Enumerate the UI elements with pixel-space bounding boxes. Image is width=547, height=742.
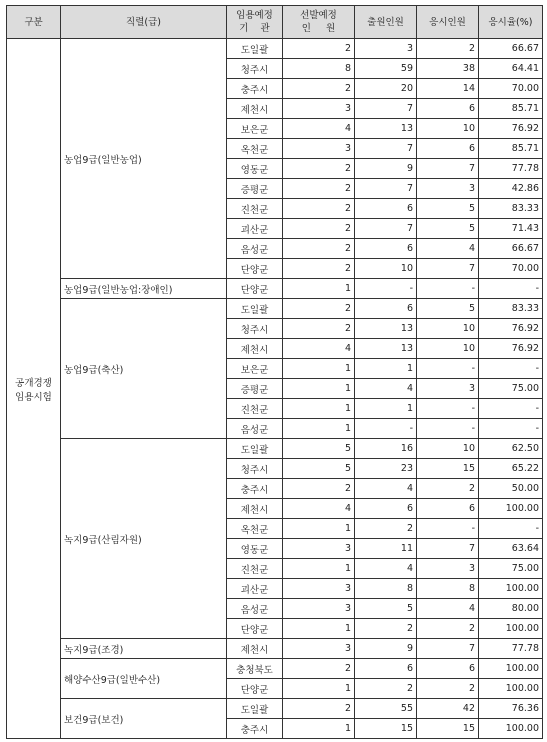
planned-cell: 5 bbox=[283, 439, 355, 459]
agency-cell: 제천시 bbox=[227, 339, 283, 359]
examinees-cell: 4 bbox=[417, 239, 479, 259]
planned-cell: 1 bbox=[283, 399, 355, 419]
planned-cell: 2 bbox=[283, 319, 355, 339]
rate-cell: 100.00 bbox=[479, 499, 543, 519]
applicants-cell: 4 bbox=[355, 559, 417, 579]
position-cell: 해양수산9급(일반수산) bbox=[61, 659, 227, 699]
examinees-cell: 6 bbox=[417, 499, 479, 519]
planned-cell: 2 bbox=[283, 179, 355, 199]
rate-cell: 76.92 bbox=[479, 319, 543, 339]
rate-cell: 77.78 bbox=[479, 159, 543, 179]
header-planned bbox=[283, 6, 355, 39]
table-row bbox=[7, 299, 543, 319]
applicants-cell: 20 bbox=[355, 79, 417, 99]
applicants-cell: 6 bbox=[355, 299, 417, 319]
examinees-cell: 7 bbox=[417, 639, 479, 659]
examinees-cell: 15 bbox=[417, 719, 479, 739]
header-planned-line2: 인 원 bbox=[301, 23, 336, 34]
agency-cell: 청주시 bbox=[227, 459, 283, 479]
header-category: 구분 bbox=[7, 6, 61, 39]
applicants-cell: 23 bbox=[355, 459, 417, 479]
examinees-cell: 3 bbox=[417, 179, 479, 199]
applicants-cell: 4 bbox=[355, 479, 417, 499]
applicants-cell: - bbox=[355, 419, 417, 439]
position-cell: 농업9급(축산) bbox=[61, 299, 227, 439]
agency-cell: 진천군 bbox=[227, 199, 283, 219]
table-row bbox=[7, 699, 543, 719]
examinees-cell: 7 bbox=[417, 259, 479, 279]
planned-cell: 1 bbox=[283, 359, 355, 379]
planned-cell: 5 bbox=[283, 459, 355, 479]
rate-cell: - bbox=[479, 419, 543, 439]
header-agency-line1: 임용예정 bbox=[236, 10, 273, 21]
planned-cell: 4 bbox=[283, 499, 355, 519]
agency-cell: 충주시 bbox=[227, 479, 283, 499]
examinees-cell: 10 bbox=[417, 319, 479, 339]
applicants-cell: 5 bbox=[355, 599, 417, 619]
rate-cell: 75.00 bbox=[479, 379, 543, 399]
rate-cell: 64.41 bbox=[479, 59, 543, 79]
agency-cell: 단양군 bbox=[227, 279, 283, 299]
header-position: 직렬(급) bbox=[61, 6, 227, 39]
agency-cell: 제천시 bbox=[227, 99, 283, 119]
applicants-cell: 16 bbox=[355, 439, 417, 459]
planned-cell: 3 bbox=[283, 639, 355, 659]
agency-cell: 영동군 bbox=[227, 159, 283, 179]
planned-cell: 3 bbox=[283, 579, 355, 599]
table-row bbox=[7, 279, 543, 299]
applicants-cell: 9 bbox=[355, 159, 417, 179]
examinees-cell: 3 bbox=[417, 379, 479, 399]
planned-cell: 1 bbox=[283, 679, 355, 699]
rate-cell: 83.33 bbox=[479, 199, 543, 219]
applicants-cell: 2 bbox=[355, 519, 417, 539]
applicants-cell: 8 bbox=[355, 579, 417, 599]
rate-cell: 65.22 bbox=[479, 459, 543, 479]
rate-cell: - bbox=[479, 359, 543, 379]
rate-cell: 66.67 bbox=[479, 239, 543, 259]
rate-cell: 62.50 bbox=[479, 439, 543, 459]
agency-cell: 영동군 bbox=[227, 539, 283, 559]
examinees-cell: 15 bbox=[417, 459, 479, 479]
header-examinees: 응시인원 bbox=[417, 6, 479, 39]
planned-cell: 2 bbox=[283, 699, 355, 719]
agency-cell: 괴산군 bbox=[227, 579, 283, 599]
rate-cell: 100.00 bbox=[479, 679, 543, 699]
planned-cell: 1 bbox=[283, 519, 355, 539]
applicants-cell: 59 bbox=[355, 59, 417, 79]
agency-cell: 진천군 bbox=[227, 559, 283, 579]
category-cell bbox=[7, 39, 61, 739]
planned-cell: 1 bbox=[283, 619, 355, 639]
header-agency-line2: 기 관 bbox=[239, 23, 270, 34]
examinees-cell: 14 bbox=[417, 79, 479, 99]
examinees-cell: 10 bbox=[417, 439, 479, 459]
rate-cell: 42.86 bbox=[479, 179, 543, 199]
applicants-cell: 13 bbox=[355, 119, 417, 139]
planned-cell: 2 bbox=[283, 159, 355, 179]
header-applicants: 출원인원 bbox=[355, 6, 417, 39]
planned-cell: 3 bbox=[283, 99, 355, 119]
planned-cell: 2 bbox=[283, 39, 355, 59]
agency-cell: 단양군 bbox=[227, 259, 283, 279]
rate-cell: 80.00 bbox=[479, 599, 543, 619]
applicants-cell: 6 bbox=[355, 199, 417, 219]
planned-cell: 2 bbox=[283, 219, 355, 239]
agency-cell: 증평군 bbox=[227, 379, 283, 399]
category-line2: 임용시험 bbox=[15, 391, 52, 403]
applicants-cell: 6 bbox=[355, 659, 417, 679]
examinees-cell: 2 bbox=[417, 679, 479, 699]
header-rate: 응시율(%) bbox=[479, 6, 543, 39]
agency-cell: 청주시 bbox=[227, 319, 283, 339]
examinees-cell: 6 bbox=[417, 659, 479, 679]
applicants-cell: 2 bbox=[355, 619, 417, 639]
table-row bbox=[7, 659, 543, 679]
rate-cell: - bbox=[479, 519, 543, 539]
planned-cell: 2 bbox=[283, 659, 355, 679]
examinees-cell: 2 bbox=[417, 39, 479, 59]
applicants-cell: 10 bbox=[355, 259, 417, 279]
rate-cell: 85.71 bbox=[479, 139, 543, 159]
rate-cell: 50.00 bbox=[479, 479, 543, 499]
rate-cell: 71.43 bbox=[479, 219, 543, 239]
planned-cell: 2 bbox=[283, 299, 355, 319]
agency-cell: 옥천군 bbox=[227, 519, 283, 539]
examinees-cell: - bbox=[417, 359, 479, 379]
agency-cell: 음성군 bbox=[227, 419, 283, 439]
header-row bbox=[7, 6, 543, 39]
examinees-cell: 6 bbox=[417, 99, 479, 119]
position-cell: 녹지9급(조경) bbox=[61, 639, 227, 659]
examinees-cell: 6 bbox=[417, 139, 479, 159]
exam-results-table bbox=[6, 5, 543, 739]
applicants-cell: 11 bbox=[355, 539, 417, 559]
table-body bbox=[7, 39, 543, 739]
applicants-cell: 1 bbox=[355, 359, 417, 379]
applicants-cell: 6 bbox=[355, 499, 417, 519]
agency-cell: 충주시 bbox=[227, 719, 283, 739]
rate-cell: 76.92 bbox=[479, 339, 543, 359]
agency-cell: 도일괄 bbox=[227, 299, 283, 319]
agency-cell: 도일괄 bbox=[227, 39, 283, 59]
agency-cell: 단양군 bbox=[227, 619, 283, 639]
header-agency bbox=[227, 6, 283, 39]
applicants-cell: - bbox=[355, 279, 417, 299]
rate-cell: 70.00 bbox=[479, 79, 543, 99]
applicants-cell: 4 bbox=[355, 379, 417, 399]
agency-cell: 도일괄 bbox=[227, 699, 283, 719]
agency-cell: 제천시 bbox=[227, 499, 283, 519]
agency-cell: 충청북도 bbox=[227, 659, 283, 679]
table-row bbox=[7, 639, 543, 659]
applicants-cell: 13 bbox=[355, 319, 417, 339]
examinees-cell: - bbox=[417, 399, 479, 419]
table-row bbox=[7, 39, 543, 59]
applicants-cell: 2 bbox=[355, 679, 417, 699]
agency-cell: 도일괄 bbox=[227, 439, 283, 459]
position-cell: 녹지9급(산림자원) bbox=[61, 439, 227, 639]
applicants-cell: 9 bbox=[355, 639, 417, 659]
planned-cell: 1 bbox=[283, 279, 355, 299]
examinees-cell: - bbox=[417, 419, 479, 439]
category-line1: 공개경쟁 bbox=[15, 377, 52, 389]
examinees-cell: 10 bbox=[417, 339, 479, 359]
agency-cell: 보은군 bbox=[227, 119, 283, 139]
applicants-cell: 7 bbox=[355, 139, 417, 159]
applicants-cell: 6 bbox=[355, 239, 417, 259]
applicants-cell: 1 bbox=[355, 399, 417, 419]
position-cell: 농업9급(일반농업) bbox=[61, 39, 227, 279]
examinees-cell: 38 bbox=[417, 59, 479, 79]
rate-cell: 100.00 bbox=[479, 659, 543, 679]
agency-cell: 음성군 bbox=[227, 599, 283, 619]
agency-cell: 괴산군 bbox=[227, 219, 283, 239]
planned-cell: 2 bbox=[283, 79, 355, 99]
rate-cell: 85.71 bbox=[479, 99, 543, 119]
applicants-cell: 7 bbox=[355, 99, 417, 119]
rate-cell: 76.36 bbox=[479, 699, 543, 719]
planned-cell: 1 bbox=[283, 419, 355, 439]
rate-cell: 77.78 bbox=[479, 639, 543, 659]
planned-cell: 3 bbox=[283, 599, 355, 619]
applicants-cell: 15 bbox=[355, 719, 417, 739]
examinees-cell: 8 bbox=[417, 579, 479, 599]
applicants-cell: 3 bbox=[355, 39, 417, 59]
examinees-cell: 4 bbox=[417, 599, 479, 619]
rate-cell: 70.00 bbox=[479, 259, 543, 279]
table-row bbox=[7, 439, 543, 459]
agency-cell: 청주시 bbox=[227, 59, 283, 79]
agency-cell: 옥천군 bbox=[227, 139, 283, 159]
rate-cell: 83.33 bbox=[479, 299, 543, 319]
applicants-cell: 13 bbox=[355, 339, 417, 359]
examinees-cell: 2 bbox=[417, 479, 479, 499]
planned-cell: 2 bbox=[283, 199, 355, 219]
planned-cell: 2 bbox=[283, 239, 355, 259]
rate-cell: 100.00 bbox=[479, 579, 543, 599]
position-cell: 농업9급(일반농업:장애인) bbox=[61, 279, 227, 299]
agency-cell: 음성군 bbox=[227, 239, 283, 259]
applicants-cell: 7 bbox=[355, 179, 417, 199]
planned-cell: 4 bbox=[283, 119, 355, 139]
examinees-cell: 10 bbox=[417, 119, 479, 139]
planned-cell: 3 bbox=[283, 139, 355, 159]
agency-cell: 단양군 bbox=[227, 679, 283, 699]
agency-cell: 보은군 bbox=[227, 359, 283, 379]
planned-cell: 8 bbox=[283, 59, 355, 79]
rate-cell: 100.00 bbox=[479, 619, 543, 639]
examinees-cell: 7 bbox=[417, 159, 479, 179]
agency-cell: 증평군 bbox=[227, 179, 283, 199]
examinees-cell: 3 bbox=[417, 559, 479, 579]
rate-cell: - bbox=[479, 399, 543, 419]
planned-cell: 1 bbox=[283, 379, 355, 399]
applicants-cell: 55 bbox=[355, 699, 417, 719]
rate-cell: 100.00 bbox=[479, 719, 543, 739]
rate-cell: 75.00 bbox=[479, 559, 543, 579]
rate-cell: - bbox=[479, 279, 543, 299]
agency-cell: 제천시 bbox=[227, 639, 283, 659]
agency-cell: 진천군 bbox=[227, 399, 283, 419]
header-planned-line1: 선발예정 bbox=[300, 10, 337, 21]
agency-cell: 충주시 bbox=[227, 79, 283, 99]
examinees-cell: 5 bbox=[417, 299, 479, 319]
planned-cell: 1 bbox=[283, 559, 355, 579]
planned-cell: 1 bbox=[283, 719, 355, 739]
examinees-cell: 42 bbox=[417, 699, 479, 719]
position-cell: 보건9급(보건) bbox=[61, 699, 227, 739]
examinees-cell: - bbox=[417, 519, 479, 539]
planned-cell: 2 bbox=[283, 259, 355, 279]
planned-cell: 2 bbox=[283, 479, 355, 499]
examinees-cell: 5 bbox=[417, 219, 479, 239]
rate-cell: 66.67 bbox=[479, 39, 543, 59]
rate-cell: 63.64 bbox=[479, 539, 543, 559]
examinees-cell: 2 bbox=[417, 619, 479, 639]
planned-cell: 3 bbox=[283, 539, 355, 559]
examinees-cell: - bbox=[417, 279, 479, 299]
examinees-cell: 5 bbox=[417, 199, 479, 219]
rate-cell: 76.92 bbox=[479, 119, 543, 139]
examinees-cell: 7 bbox=[417, 539, 479, 559]
planned-cell: 4 bbox=[283, 339, 355, 359]
applicants-cell: 7 bbox=[355, 219, 417, 239]
